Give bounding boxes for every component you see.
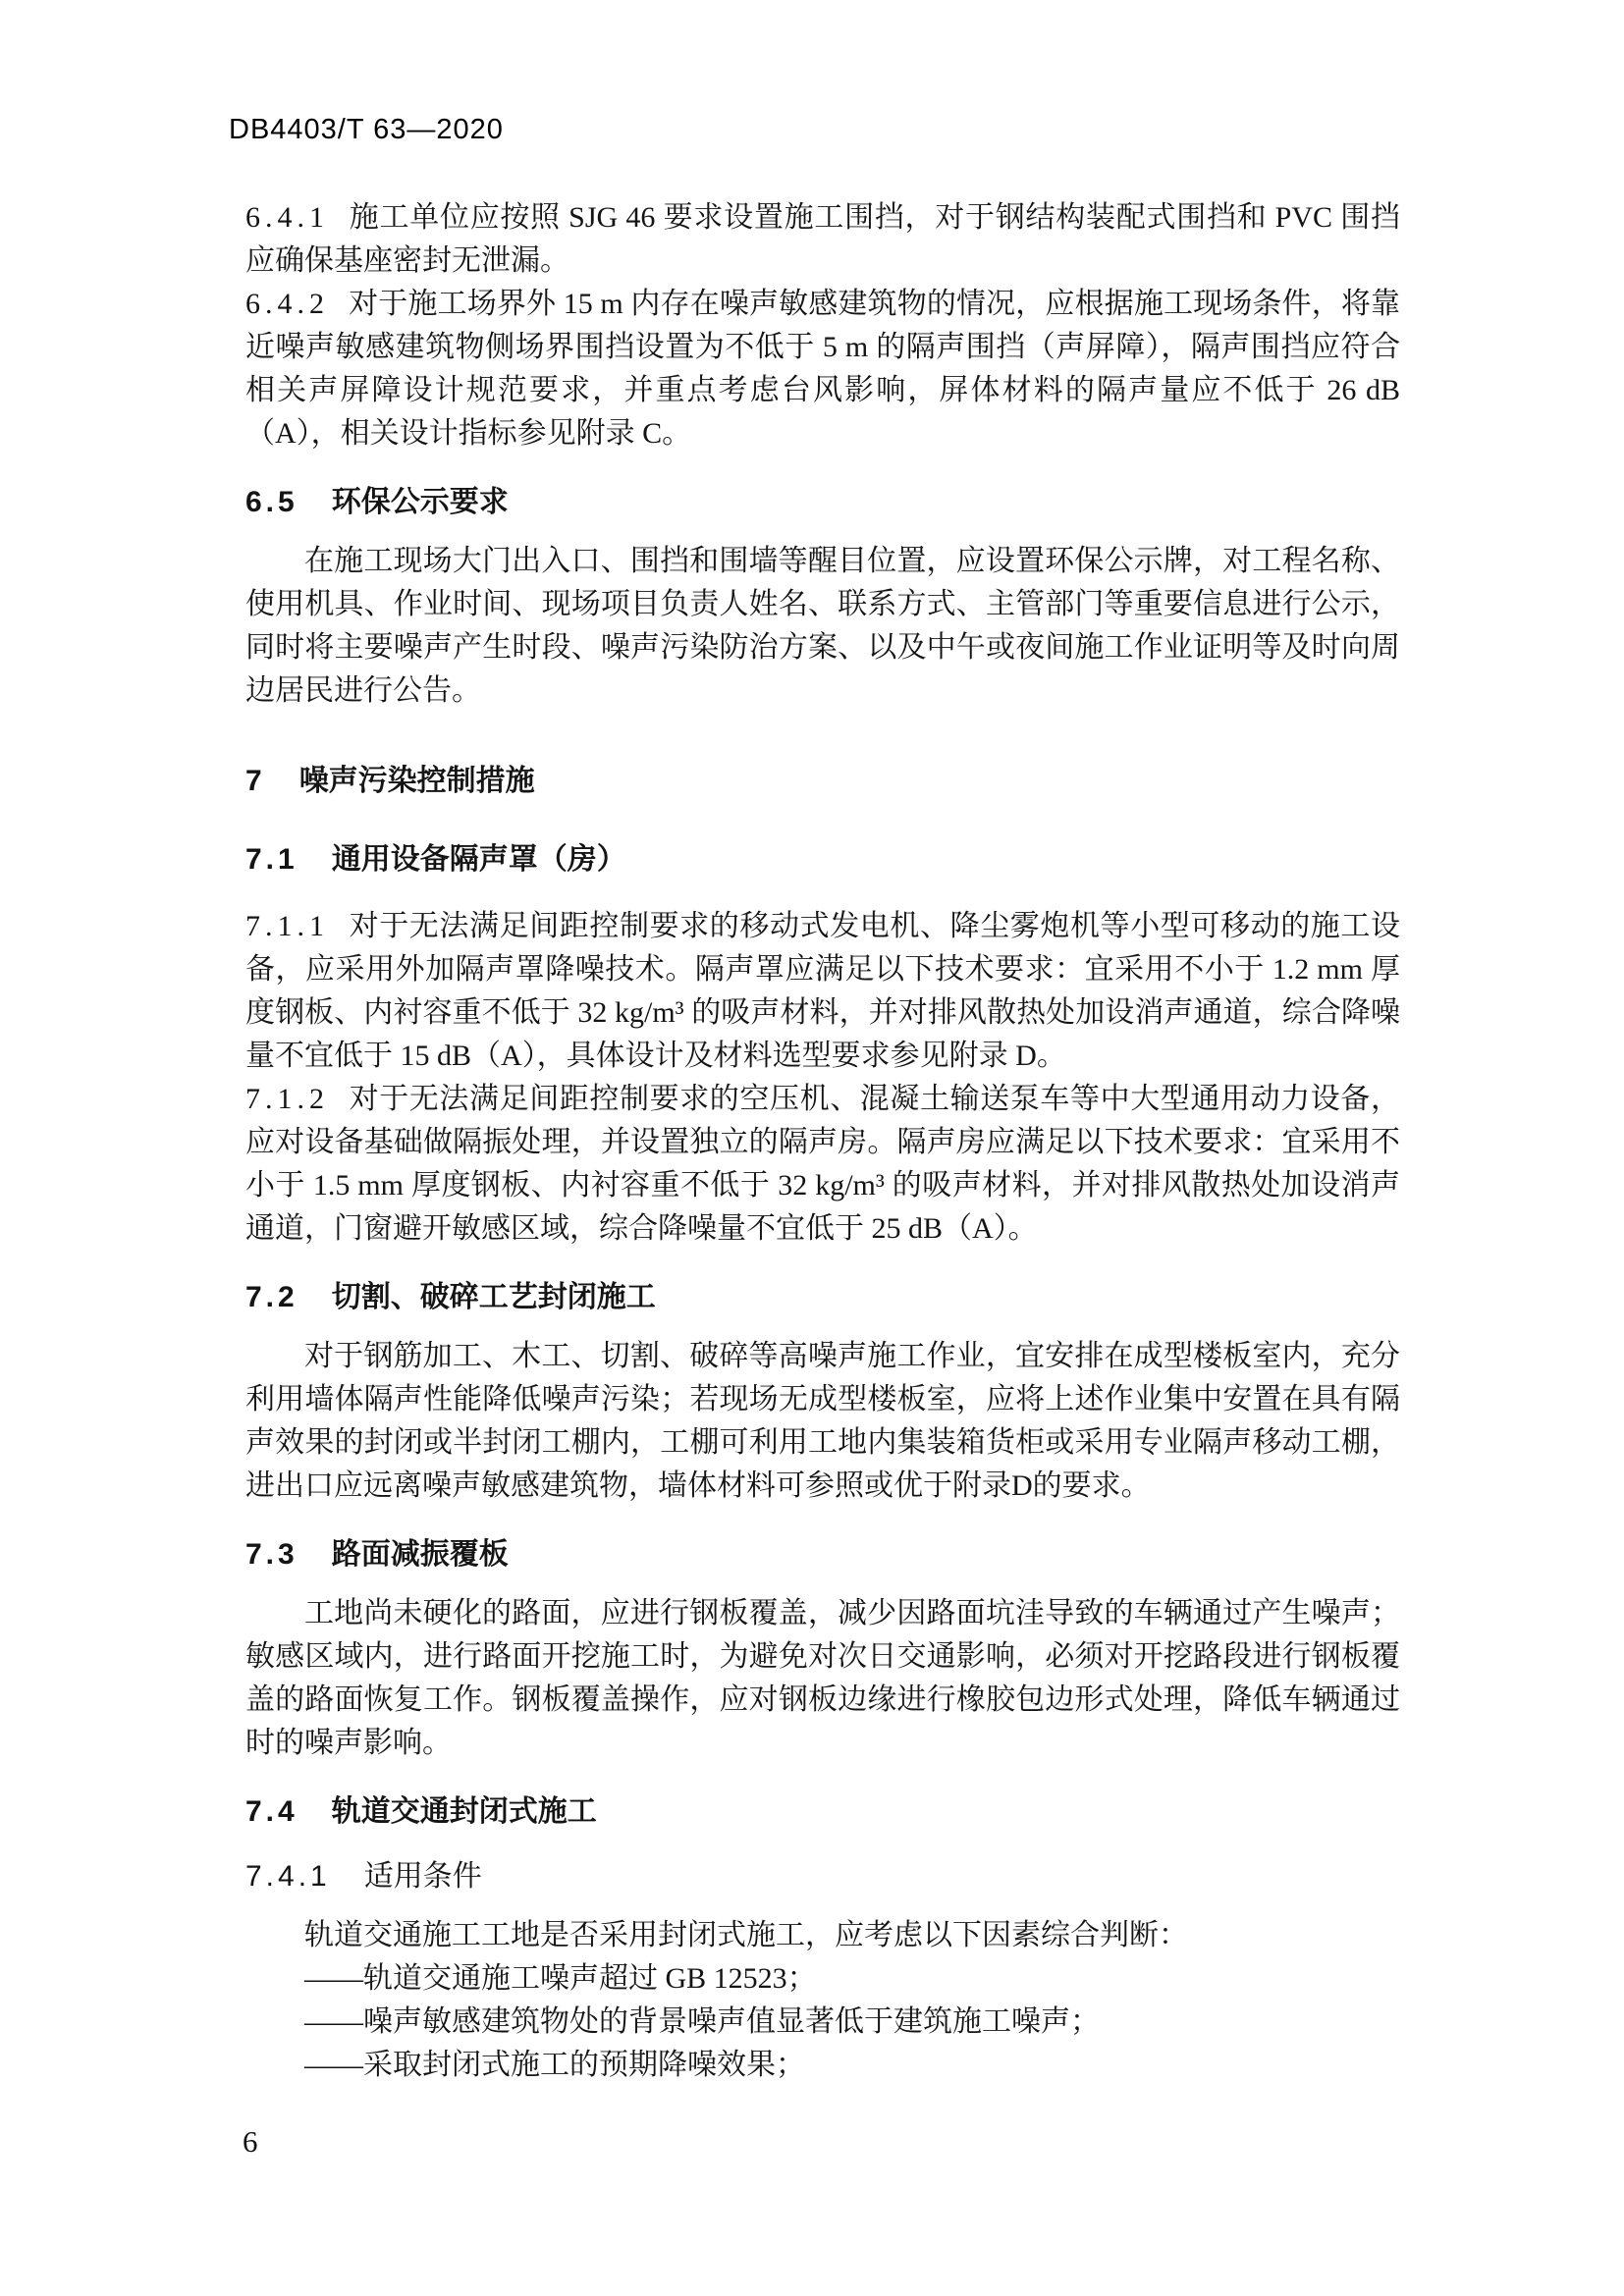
heading-title: 通用设备隔声罩（房） — [331, 843, 626, 876]
clause-text: 对于无法满足间距控制要求的移动式发电机、降尘雾炮机等小型可移动的施工设备，应采用外加隔声罩降噪技术。隔声罩应满足以下技术要求：宜采用不小于 1.2 mm 厚度钢板、内衬容重不低于 32 kg/m³ 的吸声材料，并对排风散热处加设消声通道，综合降噪量不宜低于 15 dB（A），具体设计及材料选型要求参见附录 D。 — [245, 910, 1400, 1072]
section-heading-7-2 — [245, 1276, 1400, 1319]
section-heading-7-3 — [245, 1533, 1400, 1576]
heading-number: 7.1 — [245, 843, 298, 876]
clause-7-1-1 — [245, 905, 1400, 1078]
subsection-heading-7-4-1 — [245, 1855, 1400, 1898]
heading-title: 轨道交通封闭式施工 — [331, 1795, 597, 1828]
clause-number: 7.1.2 — [245, 1083, 329, 1115]
document-header: DB4403/T 63—2020 — [229, 114, 504, 145]
chapter-heading-7 — [245, 760, 1400, 803]
page-number: 6 — [243, 2124, 258, 2159]
heading-number: 7.2 — [245, 1281, 298, 1313]
clause-6-4-1 — [245, 196, 1400, 283]
heading-number: 7 — [245, 765, 266, 797]
heading-title: 切割、破碎工艺封闭施工 — [331, 1281, 656, 1313]
heading-title: 噪声污染控制措施 — [298, 765, 535, 797]
dash-list-item-3: ——采取封闭式施工的预期降噪效果； — [304, 2049, 805, 2081]
clause-text: 对于无法满足间距控制要求的空压机、混凝土输送泵车等中大型通用动力设备，应对设备基础做隔振处理，并设置独立的隔声房。隔声房应满足以下技术要求：宜采用不小于 1.5 mm 厚度钢板、内衬容重不低于 32 kg/m³ 的吸声材料，并对排风散热处加设消声通道，门窗避开敏感区域，综合降噪量不宜低于 25 dB（A）。 — [245, 1083, 1400, 1245]
clause-number: 7.1.1 — [245, 910, 329, 942]
clause-7-1-2 — [245, 1078, 1400, 1251]
heading-title: 环保公示要求 — [331, 486, 509, 518]
heading-number: 7.4 — [245, 1795, 298, 1828]
document-body — [245, 196, 1400, 2087]
clause-number: 6.4.1 — [245, 201, 329, 234]
section-heading-7-4 — [245, 1790, 1400, 1834]
paragraph-6-5: 在施工现场大门出入口、围挡和围墙等醒目位置，应设置环保公示牌，对工程名称、使用机具、作业时间、现场项目负责人姓名、联系方式、主管部门等重要信息进行公示，同时将主要噪声产生时段、噪声污染防治方案、以及中午或夜间施工作业证明等及时向周边居民进行公告。 — [245, 545, 1400, 707]
heading-number: 6.5 — [245, 486, 298, 518]
paragraph-7-2: 对于钢筋加工、木工、切割、破碎等高噪声施工作业，宜安排在成型楼板室内，充分利用墙体隔声性能降低噪声污染；若现场无成型楼板室，应将上述作业集中安置在具有隔声效果的封闭或半封闭工棚内，工棚可利用工地内集装箱货柜或采用专业隔声移动工棚，进出口应远离噪声敏感建筑物，墙体材料可参照或优于附录D的要求。 — [245, 1340, 1400, 1502]
clause-text: 对于施工场界外 15 m 内存在噪声敏感建筑物的情况，应根据施工现场条件，将靠近噪声敏感建筑物侧场界围挡设置为不低于 5 m 的隔声围挡（声屏障），隔声围挡应符合相关声屏障设计规范要求，并重点考虑台风影响，屏体材料的隔声量应不低于 26 dB（A），相关设计指标参见附录 C。 — [245, 288, 1400, 450]
heading-title: 适用条件 — [363, 1860, 482, 1893]
section-heading-7-1 — [245, 838, 1400, 881]
heading-number: 7.4.1 — [245, 1860, 331, 1893]
heading-title: 路面减振覆板 — [331, 1538, 509, 1571]
paragraph-7-3: 工地尚未硬化的路面，应进行钢板覆盖，减少因路面坑洼导致的车辆通过产生噪声；敏感区域内，进行路面开挖施工时，为避免对次日交通影响，必须对开挖路段进行钢板覆盖的路面恢复工作。钢板覆盖操作，应对钢板边缘进行橡胶包边形式处理，降低车辆通过时的噪声影响。 — [245, 1597, 1400, 1759]
clause-text: 施工单位应按照 SJG 46 要求设置施工围挡，对于钢结构装配式围挡和 PVC 围挡应确保基座密封无泄漏。 — [245, 201, 1400, 277]
dash-list-item-2: ——噪声敏感建筑物处的背景噪声值显著低于建筑施工噪声； — [304, 2005, 1100, 2038]
heading-number: 7.3 — [245, 1538, 298, 1571]
clause-number: 6.4.2 — [245, 288, 329, 320]
paragraph-7-4-1-intro: 轨道交通施工工地是否采用封闭式施工，应考虑以下因素综合判断： — [304, 1919, 1188, 1951]
clause-6-4-2 — [245, 283, 1400, 455]
dash-list-item-1: ——轨道交通施工噪声超过 GB 12523； — [304, 1962, 817, 1995]
section-heading-6-5 — [245, 481, 1400, 524]
